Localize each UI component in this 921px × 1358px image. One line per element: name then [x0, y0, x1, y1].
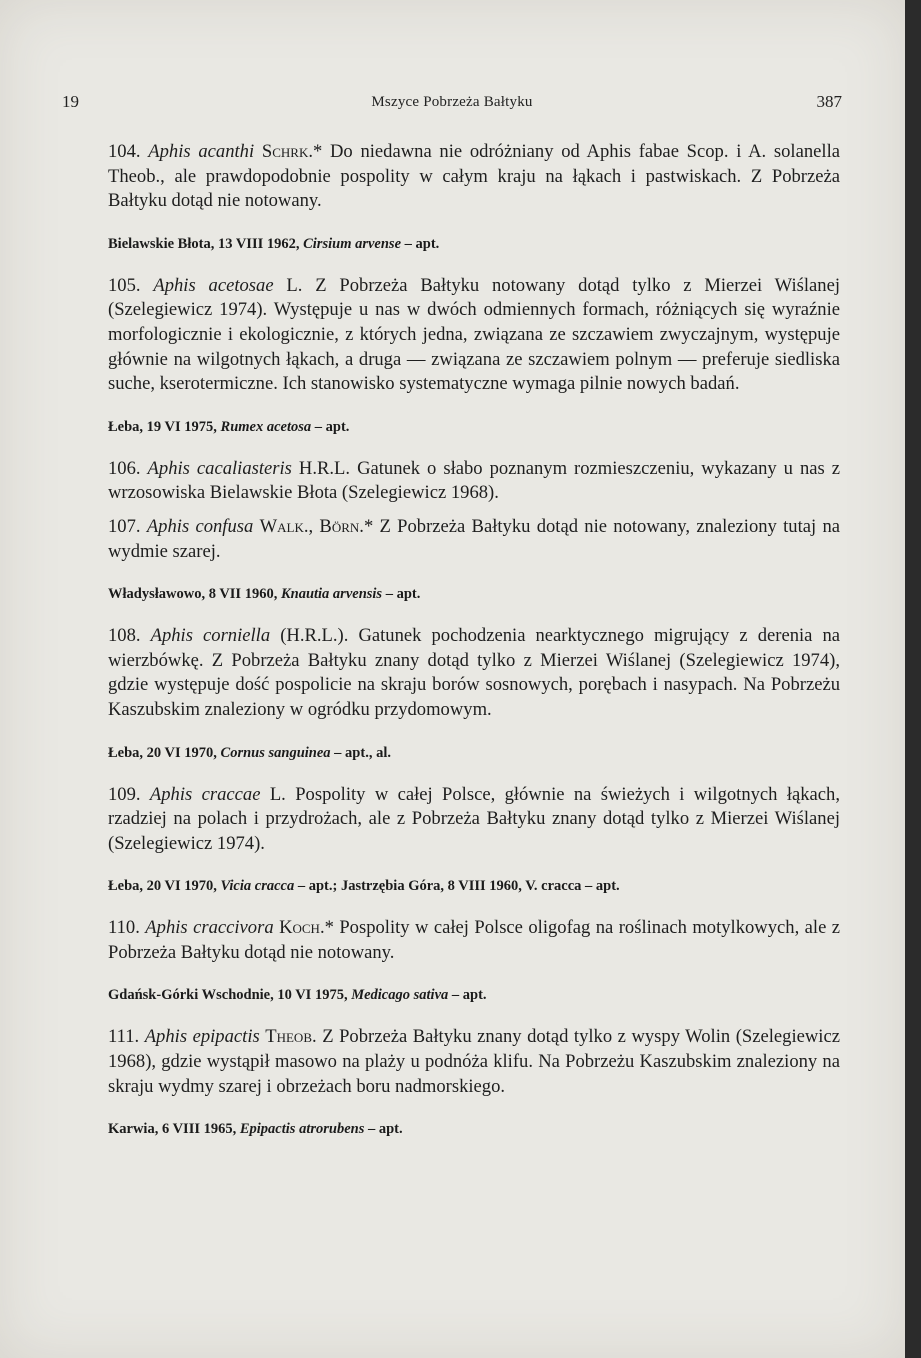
host-plant: Cornus sanguinea [220, 744, 331, 761]
species-author: L. [269, 783, 286, 805]
species-name: Aphis acanthi [148, 141, 255, 162]
species-author: H.R.L. [298, 457, 351, 479]
species-name: Aphis craccae [149, 783, 261, 805]
host-plant: Vicia cracca [220, 878, 295, 895]
locality-record: Łeba, 19 VI 1975, Rumex acetosa – apt. [108, 418, 350, 435]
species-entry-111 [108, 1025, 840, 1139]
species-entry-108 [108, 624, 840, 782]
host-plant: Cirsium arvense [303, 235, 401, 252]
species-author: L. [286, 274, 303, 296]
species-author: Walk., Börn. [259, 515, 364, 537]
entry-text: 110. Aphis craccivora Koch.* Pospolity w całej Polsce oligofag na roślinach motylkowych, ale z Pobrzeża Bałtyku dotąd nie notowany. [108, 917, 840, 963]
entry-text: 105. Aphis acetosae L. Z Pobrzeża Bałtyku notowany dotąd tylko z Mierzei Wiślanej (Szelegiewicz 1974). Występuje u nas w dwóch odmiennych formach, różniących się wyraźnie morfologicznie i ekologicznie, z których jedna, związana ze szczawiem zwyczajnym, występuje głównie na wilgotnych łąkach, a druga — związana ze szczawiem polnym — preferuje siedliska suche, kserotermiczne. Ich stanowisko systematyczne wymaga pilnie nowych badań. [108, 274, 840, 395]
host-plant: Rumex acetosa [220, 418, 312, 435]
species-entry-110 [108, 916, 840, 1025]
locality-record: Bielawskie Błota, 13 VIII 1962, Cirsium arvense – apt. [108, 235, 440, 252]
entry-text: 109. Aphis craccae L. Pospolity w całej Polsce, głównie na świeżych i wilgotnych łąkach, rzadziej na polach i przydrożach, ale z Pobrzeża Bałtyku znany dotąd tylko z Mierzei Wiślanej (Szelegiewicz 1974). [108, 783, 840, 854]
species-author: Theob. [265, 1026, 317, 1048]
species-entry-107 [108, 515, 840, 624]
species-name: Aphis confusa [146, 515, 254, 537]
entry-text: 106. Aphis cacaliasteris H.R.L. Gatunek o słabo poznanym rozmieszczeniu, wykazany u nas z wrzosowiska Bielawskie Błota (Szelegiewicz 1968). [108, 457, 840, 504]
species-name: Aphis epipactis [144, 1026, 260, 1048]
issue-number: 19 [62, 92, 79, 111]
host-plant: Epipactis atrorubens [239, 1121, 365, 1138]
page-header [62, 92, 842, 116]
locality-record: Gdańsk-Górki Wschodnie, 10 VI 1975, Medicago sativa – apt. [108, 987, 487, 1004]
species-name: Aphis cacaliasteris [147, 457, 292, 479]
running-title: Mszyce Pobrzeża Bałtyku [371, 94, 533, 110]
page-number: 387 [816, 92, 842, 111]
species-author: (H.R.L.). [280, 625, 349, 647]
host-plant: Medicago sativa [351, 987, 449, 1004]
species-entry-105 [108, 274, 840, 457]
species-name: Aphis acetosae [153, 274, 274, 296]
locality-record: Karwia, 6 VIII 1965, Epipactis atrorubens – apt. [108, 1121, 403, 1138]
entry-text: 108. Aphis corniella (H.R.L.). Gatunek pochodzenia nearktycznego migrujący z derenia na wierzbówkę. Z Pobrzeża Bałtyku znany dotąd tylko z Mierzei Wiślanej (Szelegiewicz 1974), gdzie występuje dość pospolicie na skraju borów sosnowych, porębach i nasypach. Na Pobrzeżu Kaszubskim znaleziony w ogródku przydomowym. [108, 625, 841, 720]
species-name: Aphis corniella [150, 625, 271, 647]
species-entry-109 [108, 783, 840, 917]
species-name: Aphis craccivora [145, 917, 274, 939]
locality-record: Władysławowo, 8 VII 1960, Knautia arvensis – apt. [108, 586, 421, 603]
locality-record: Łeba, 20 VI 1970, Vicia cracca – apt.; Jastrzębia Góra, 8 VIII 1960, V. cracca – apt. [108, 878, 620, 895]
species-list [108, 140, 840, 1139]
species-author: Koch. [279, 917, 325, 939]
entry-text: 111. Aphis epipactis Theob. Z Pobrzeża Bałtyku znany dotąd tylko z wyspy Wolin (Szelegiewicz 1968), gdzie wystąpił masowo na plaży u podnóża klifu. Na Pobrzeżu Kaszubskim znaleziony na skraju wydmy szarej i obrzeżach boru nadmorskiego. [108, 1026, 840, 1097]
species-author: Schrk. [261, 141, 313, 162]
entry-text: 107. Aphis confusa Walk., Börn.* Z Pobrzeża Bałtyku dotąd nie notowany, znaleziony tutaj na wydmie szarej. [108, 515, 840, 562]
locality-record: Łeba, 20 VI 1970, Cornus sanguinea – apt., al. [108, 744, 391, 761]
species-entry-104 [108, 140, 840, 274]
entry-text: 104. Aphis acanthi Schrk.* Do niedawna nie odróżniany od Aphis fabae Scop. i A. solanella Theob., ale prawdopodobnie pospolity w całym kraju na łąkach i pastwiskach. Z Pobrzeża Bałtyku dotąd nie notowany. [108, 141, 840, 212]
species-entry-106 [108, 457, 840, 515]
host-plant: Knautia arvensis [280, 586, 383, 603]
